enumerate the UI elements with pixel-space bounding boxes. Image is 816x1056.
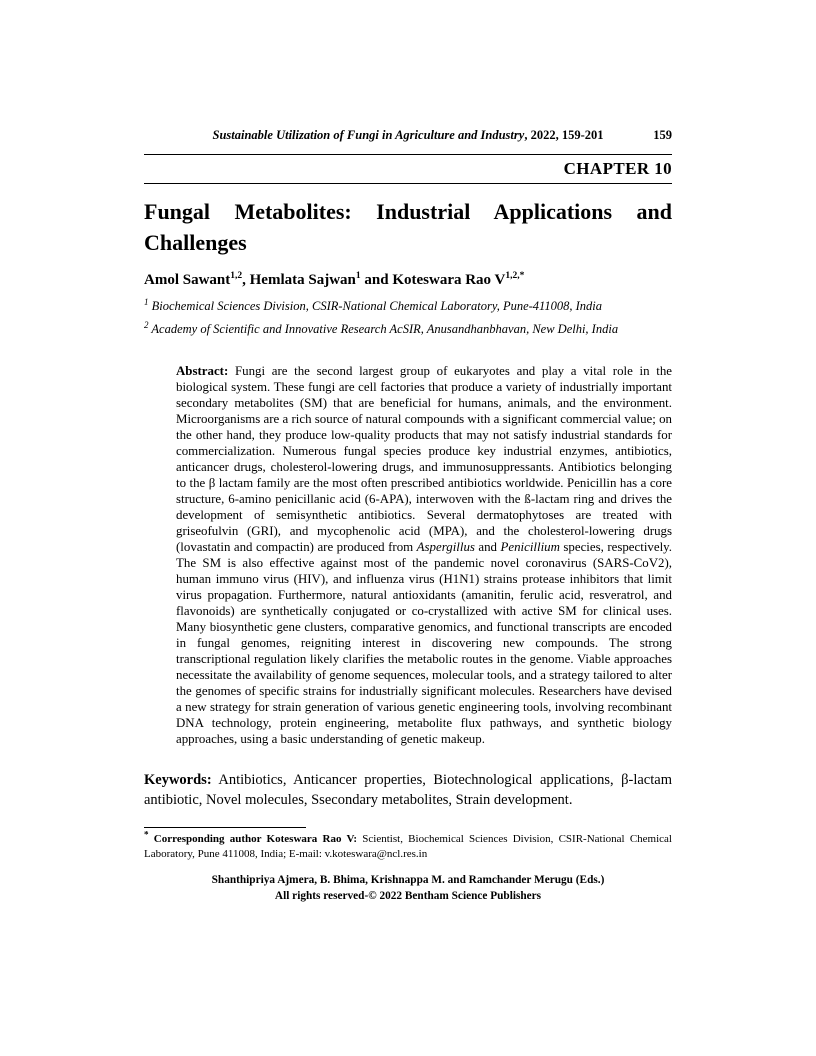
- author-affil-marker: 1: [355, 271, 361, 281]
- abstract-text: species, respectively. The SM is also effective against most of the pandemic novel coronavirus (SARS-CoV2), human immuno virus (HIV), and influenza virus (H1N1) strains protease inhibitors that limit virus propagation. Furthermore, natural antioxidants (amanitin, ferulic acid, resveratrol, and flavonoids) are synthetically conjugated or co-crystallized with active SM for clinical uses. Many biosynthetic gene clusters, comparative genomics, and functional transcripts are encoded in fungal genomes, reigniting interest in discovering new compounds. The strong transcriptional regulation likely clarifies the metabolic routes in the genome. Viable approaches necessitate the availability of genome sequences, molecular tools, and a strategy tailored to alter the genomes of specific strains for industrially significant molecules. Researchers have devised a new strategy for strain generation of various genetic engineering tools, involving recombinant DNA technology, protein engineering, metabolite flux pathways, and synthetic biology approaches, using a basic understanding of genetic makeup.: [176, 540, 672, 746]
- running-head-text: [213, 128, 604, 142]
- affiliation-text: Biochemical Sciences Division, CSIR-National Chemical Laboratory, Pune-411008, India: [148, 299, 603, 313]
- author-separator: ,: [242, 272, 250, 288]
- authors-line: [144, 272, 672, 289]
- footnote-bold-text: Corresponding author Koteswara Rao V:: [148, 833, 358, 845]
- page-number: 159: [653, 128, 672, 142]
- footnote-text: Scientist, Biochemical Sciences Division, CSIR-National Chemical Laboratory, Pune 411008, India; E-mail: v.koteswara@ncl.res.in: [144, 833, 672, 860]
- species-name: Aspergillus: [416, 540, 475, 554]
- author-name: Koteswara Rao V: [392, 272, 506, 288]
- keywords-line: [144, 770, 672, 810]
- keywords-text: Antibiotics, Anticancer properties, Biotechnological applications, β-lactam antibiotic, Novel molecules, Ssecondary metabolites, Strain development.: [144, 772, 672, 808]
- author-affil-marker: 1,2,*: [505, 271, 525, 281]
- running-header: [144, 128, 672, 143]
- chapter-heading: CHAPTER 10: [563, 159, 672, 178]
- keywords-label: Keywords:: [144, 772, 212, 788]
- chapter-divider: [144, 183, 672, 184]
- abstract: [176, 363, 672, 747]
- author-name: Hemlata Sajwan: [249, 272, 356, 288]
- corresponding-author-footnote: [144, 829, 672, 861]
- copyright-line: All rights reserved-© 2022 Bentham Science Publishers: [274, 889, 542, 902]
- page-footer: [144, 873, 672, 904]
- editors-line: Shanthipriya Ajmera, B. Bhima, Krishnappa M. and Ramchander Merugu (Eds.): [211, 874, 605, 886]
- author-separator: and: [360, 272, 393, 288]
- abstract-text: Fungi are the second largest group of eukaryotes and play a vital role in the biological system. These fungi are cell factories that produce a variety of industrially important secondary metabolites (SM) that are beneficial for humans, animals, and the environment. Microorganisms are a rich source of natural compounds with a significant commercial value; on the other hand, they produce low-quality products that may not satisfy industrial standards for commercialization. Numerous fungal species produce key industrial enzymes, antibiotics, anticancer drugs, cholesterol-lowering drugs, and immunosuppressants. Antibiotics belonging to the β lactam family are the most often prescribed antibiotics worldwide. Penicillin has a core structure, 6-amino penicillanic acid (6-APA), interwoven with the ß-lactam ring and drives the development of semisynthetic antibiotics. Several dermatophytoses are treated with griseofulvin (GRI), and mycophenolic acid (MPA), and the cholesterol-lowering drugs (lovastatin and compactin) are produced from: [176, 364, 672, 554]
- book-title: Sustainable Utilization of Fungi in Agriculture and Industry: [212, 128, 525, 142]
- affiliation-marker: 1: [144, 296, 149, 307]
- chapter-title: Fungal Metabolites: Industrial Applications and Challenges: [144, 199, 672, 255]
- affiliation-marker: 2: [144, 319, 149, 330]
- abstract-text: and: [474, 540, 501, 554]
- affiliation-text: Academy of Scientific and Innovative Research AcSIR, Anusandhanbhavan, New Delhi, India: [148, 322, 619, 336]
- species-name: Penicillium: [500, 540, 560, 554]
- author-affil-marker: 1,2: [230, 271, 243, 281]
- footnote-divider: [144, 827, 306, 828]
- abstract-label: Abstract:: [176, 364, 229, 378]
- footnote-marker: *: [144, 829, 149, 840]
- affiliation: [144, 319, 672, 337]
- author-name: Amol Sawant: [144, 272, 231, 288]
- issue-info: , 2022, 159-201: [524, 128, 604, 142]
- affiliation: [144, 296, 672, 314]
